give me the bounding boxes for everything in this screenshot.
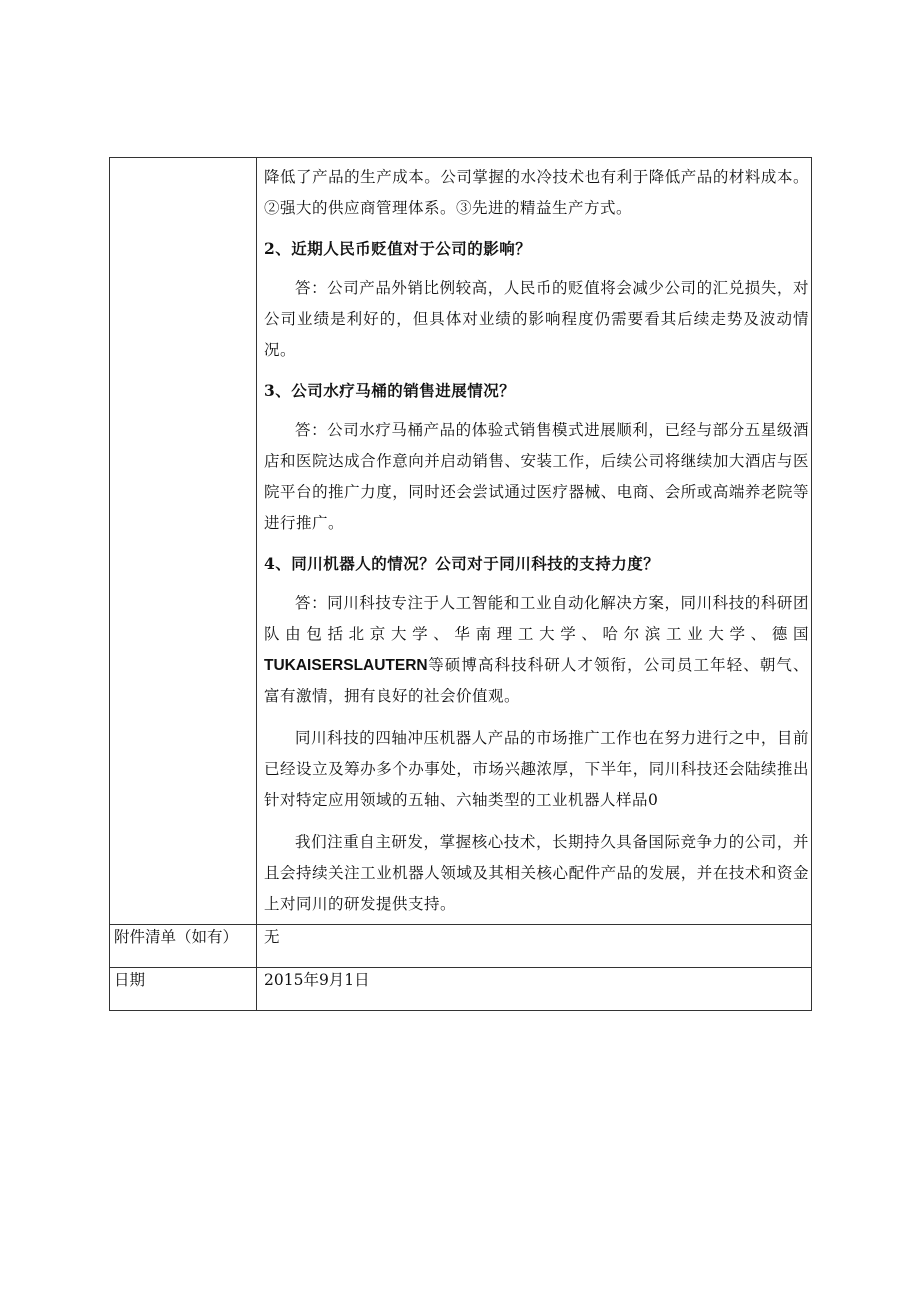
answer-3: 答：公司水疗马桶产品的体验式销售模式进展顺利，已经与部分五星级酒店和医院达成合作意向并启动销售、安装工作，后续公司将继续加大酒店与医院平台的推广力度，同时还会尝试通过医疗器械、电商、会所或高端养老院等进行推广。	[264, 421, 809, 532]
university-name: TUKAISERSLAUTERN	[264, 657, 428, 674]
question-3: 3、公司水疗马桶的销售进展情况？	[264, 381, 516, 400]
attachments-value: 无	[264, 928, 280, 946]
question-4: 4、同川机器人的情况？公司对于同川科技的支持力度？	[264, 554, 660, 573]
attachments-label-cell	[110, 925, 257, 968]
answer-2: 答：公司产品外销比例较高，人民币的贬值将会减少公司的汇兑损失，对公司业绩是利好的，但具体对业绩的影响程度仍需要看其后续走势及波动情况。	[264, 279, 809, 359]
record-table	[109, 157, 812, 1011]
attachments-row	[110, 925, 812, 968]
answer-4-part-2: 同川科技的四轴冲压机器人产品的市场推广工作也在努力进行之中，目前已经设立及筹办多个办事处，市场兴趣浓厚，下半年，同川科技还会陆续推出针对特定应用领域的五轴、六轴类型的工业机器人样品0	[264, 729, 809, 809]
answer-4-text-b: 等硕博高科技科研人才领衔，公司员工年轻、朝气、富有激情，拥有良好的社会价值观。	[264, 656, 809, 705]
attachments-value-cell	[257, 925, 812, 968]
content-cell	[257, 158, 812, 925]
date-value: 2015年9月1日	[264, 971, 370, 989]
answer-4-part-1	[264, 588, 809, 712]
attachments-label: 附件清单（如有）	[114, 928, 239, 946]
answer-4-part-3: 我们注重自主研发，掌握核心技术，长期持久具备国际竞争力的公司，并且会持续关注工业机器人领域及其相关核心配件产品的发展，并在技术和资金上对同川的研发提供支持。	[264, 833, 809, 913]
date-row	[110, 968, 812, 1011]
answer-4-text-a: 答：同川科技专注于人工智能和工业自动化解决方案，同川科技的科研团队由包括北京大学、华南理工大学、哈尔滨工业大学、德国	[264, 594, 809, 643]
content-label-cell	[110, 158, 257, 925]
date-label: 日期	[114, 971, 146, 989]
question-2: 2、近期人民币贬值对于公司的影响？	[264, 239, 532, 258]
date-value-cell	[257, 968, 812, 1011]
date-label-cell	[110, 968, 257, 1011]
content-row	[110, 158, 812, 925]
continuation-paragraph: 降低了产品的生产成本。公司掌握的水冷技术也有利于降低产品的材料成本。②强大的供应商管理体系。③先进的精益生产方式。	[264, 168, 809, 217]
